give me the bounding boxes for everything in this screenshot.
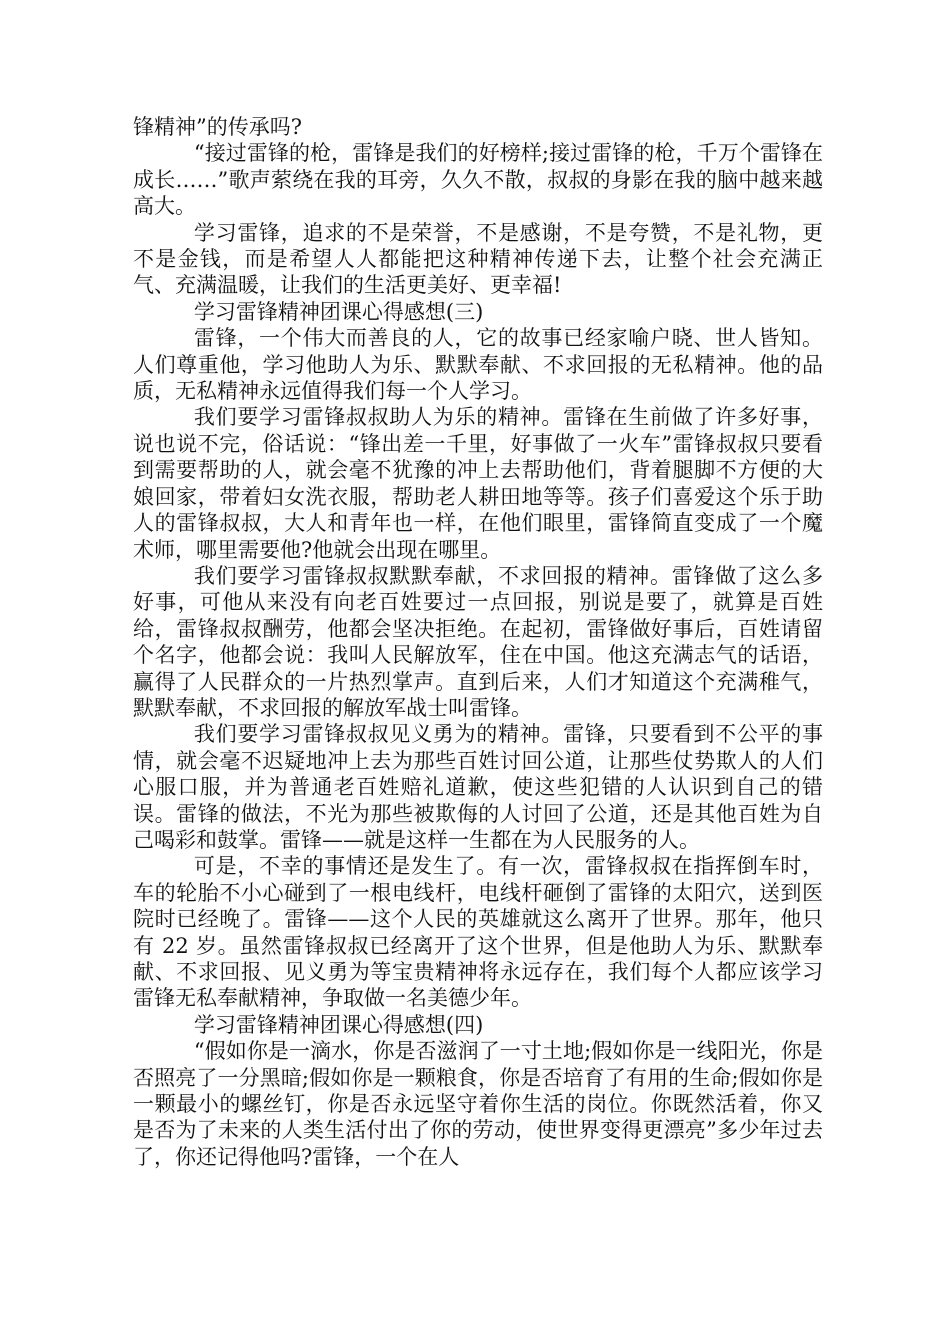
paragraph-accident: 可是，不幸的事情还是发生了。有一次，雷锋叔叔在指挥倒车时，车的轮胎不小心碰到了一根电线杆，电线杆砸倒了雷锋的太阳穴，送到医院时已经晚了。雷锋——这个人民的英雄就这么离开了世界。那年，他只有 22 岁。虽然雷锋叔叔已经离开了这个世界，但是他助人为乐、默默奉献、不求回报、见义勇为等宝贵精神将永远存在，我们每个人都应该学习雷锋无私奉献精神，争取做一名美德少年。 <box>133 854 823 1011</box>
paragraph-continuation: 锋精神”的传承吗? <box>133 115 302 139</box>
paragraph-intro-leifeng: 雷锋，一个伟大而善良的人，它的故事已经家喻户晓、世人皆知。人们尊重他，学习他助人为乐、默默奉献、不求回报的无私精神。他的品质，无私精神永远值得我们每一个人学习。 <box>133 326 823 404</box>
section-heading-3: 学习雷锋精神团课心得感想(三) <box>193 299 484 324</box>
paragraph-selfless-dedication: 我们要学习雷锋叔叔默默奉献，不求回报的精神。雷锋做了这么多好事，可他从来没有向老百姓要过一点回报，别说是要了，就算是百姓给，雷锋叔叔酬劳，他都会坚决拒绝。在起初，雷锋做好事后，百姓请留个名字，他都会说：我叫人民解放军，住在中国。他这充满志气的话语，赢得了人民群众的一片热烈掌声。直到后来，人们才知道这个充满稚气，默默奉献，不求回报的解放军战士叫雷锋。 <box>133 563 823 720</box>
paragraph-bravery: 我们要学习雷锋叔叔见义勇为的精神。雷锋，只要看到不公平的事情，就会毫不迟疑地冲上去为那些百姓讨回公道，让那些仗势欺人的人们心服口服，并为普通老百姓赔礼道歉，使这些犯错的人认识到自己的错误。雷锋的做法，不光为那些被欺侮的人讨回了公道，还是其他百姓为自己喝彩和鼓掌。雷锋——就是这样一生都在为人民服务的人。 <box>133 722 823 852</box>
paragraph-song-lyrics: “接过雷锋的枪，雷锋是我们的好榜样;接过雷锋的枪，千万个雷锋在成长……”歌声萦绕在我的耳旁，久久不散，叔叔的身影在我的脑中越来越高大。 <box>133 141 823 219</box>
document-page <box>133 114 823 1170</box>
paragraph-learning-spirit: 学习雷锋，追求的不是荣誉，不是感谢，不是夸赞，不是礼物，更不是金钱，而是希望人人都能把这种精神传递下去，让整个社会充满正气、充满温暖，让我们的生活更美好、更幸福! <box>133 220 823 298</box>
section-heading-4: 学习雷锋精神团课心得感想(四) <box>193 1012 484 1037</box>
paragraph-drop-of-water: “假如你是一滴水，你是否滋润了一寸土地;假如你是一线阳光，你是否照亮了一分黑暗;假如你是一颗粮食，你是否培育了有用的生命;假如你是一颗最小的螺丝钉，你是否永远坚守着你生活的岗位。你既然活着，你又是否为了未来的人类生活付出了你的劳动，使世界变得更漂亮”多少年过去了，你还记得他吗?雷锋，一个在人 <box>133 1039 823 1169</box>
paragraph-helping-others: 我们要学习雷锋叔叔助人为乐的精神。雷锋在生前做了许多好事，说也说不完，俗话说：“锋出差一千里，好事做了一火车”雷锋叔叔只要看到需要帮助的人，就会毫不犹豫的冲上去帮助他们，背着腿脚不方便的大娘回家，带着妇女洗衣服，帮助老人耕田地等等。孩子们喜爱这个乐于助人的雷锋叔叔，大人和青年也一样，在他们眼里，雷锋简直变成了一个魔术师，哪里需要他?他就会出现在哪里。 <box>133 405 823 562</box>
